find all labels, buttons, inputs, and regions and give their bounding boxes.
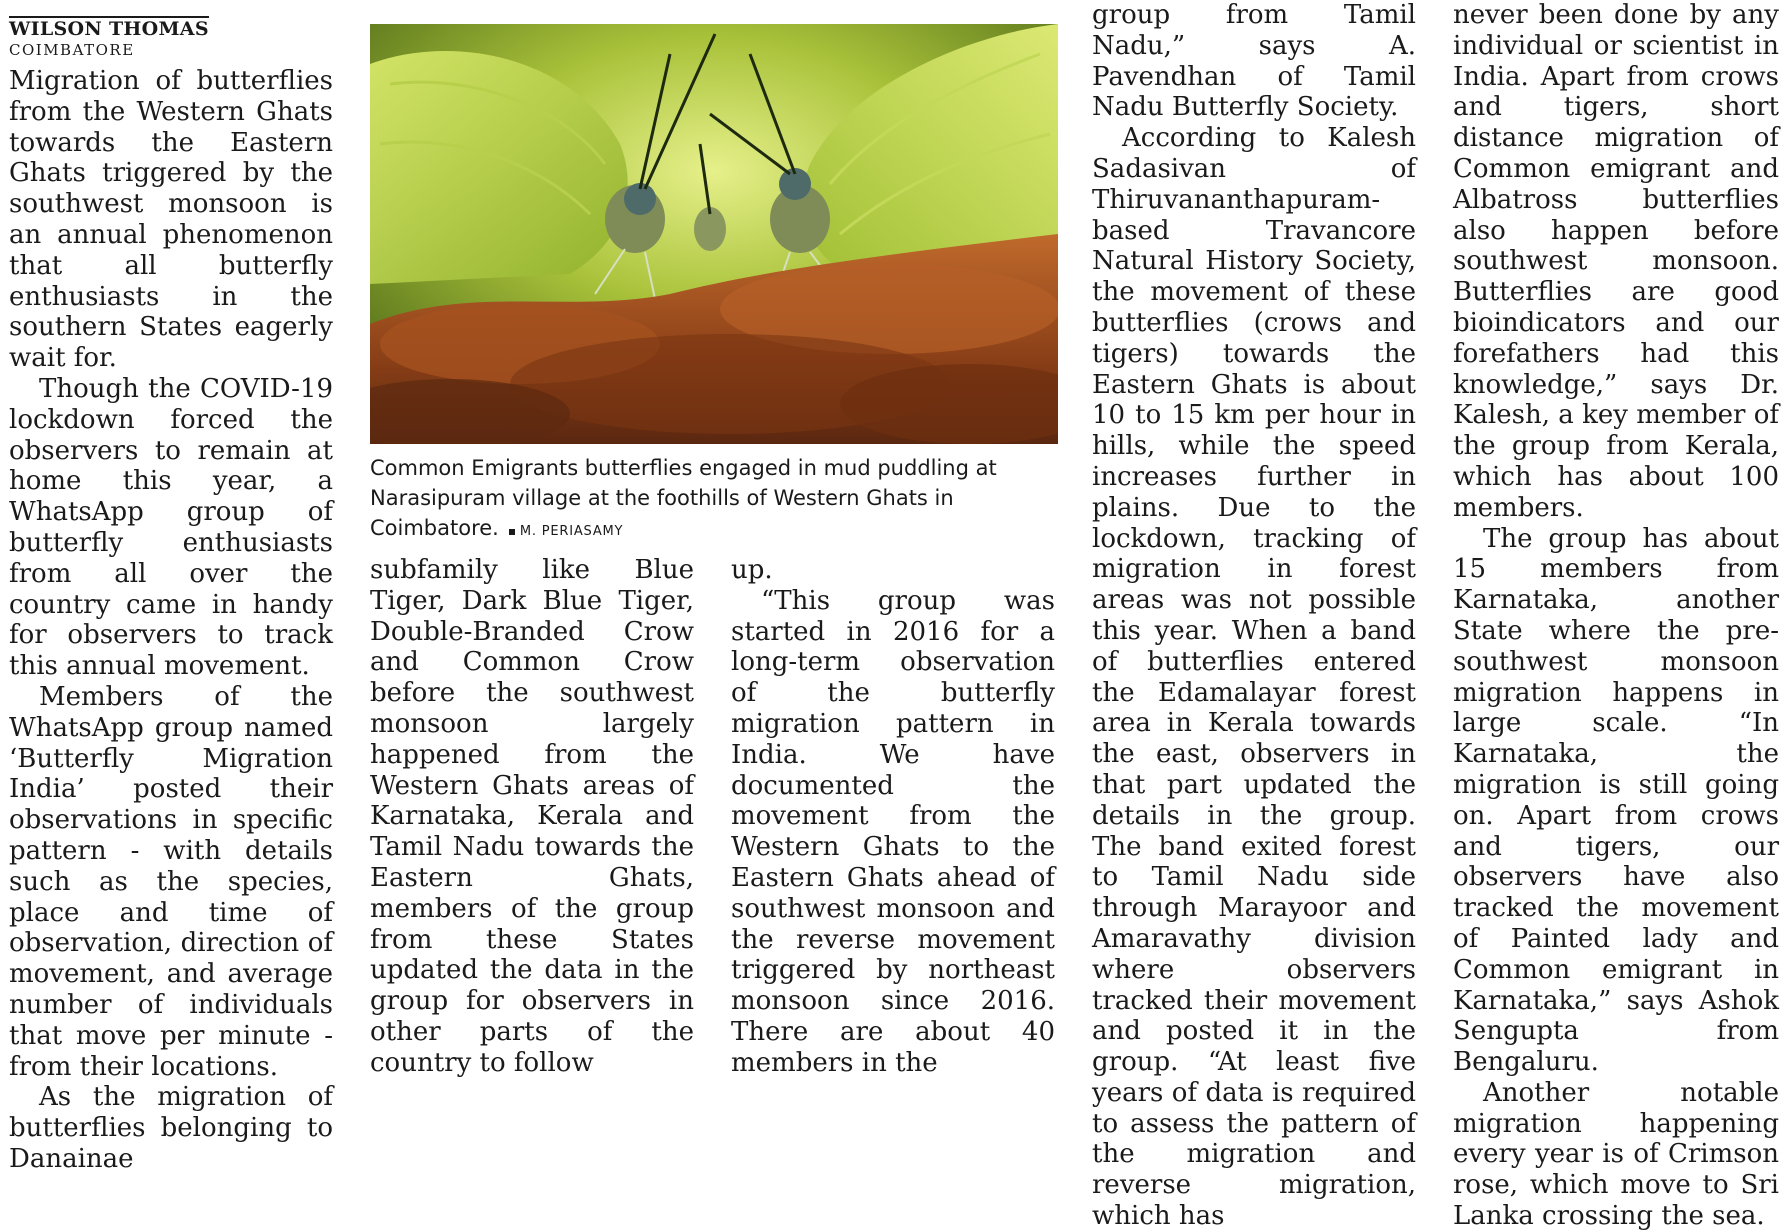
article-column-3 xyxy=(731,555,1055,1079)
paragraph: Migration of butterflies from the Western Ghats towards the Eastern Ghats triggered by the southwest monsoon is an annual phenomenon that all butterfly enthusiasts in the southern States eagerly wait for. xyxy=(9,66,333,374)
paragraph: The group has about 15 members from Karnataka, another State where the pre-southwest monsoon migration happens in large scale. “In Karnataka, the migration is still going on. Apart from crows and tigers, our observers have also tracked the movement of Painted lady and Common emigrant in Karnataka,” says Ashok Sengupta from Bengaluru. xyxy=(1453,523,1779,1078)
paragraph: Another notable migration happening every year is of Crimson rose, which move to Sri Lanka crossing the sea. xyxy=(1453,1077,1779,1232)
article-column-2 xyxy=(370,555,694,1079)
paragraph: Members of the WhatsApp group named ‘Butterfly Migration India’ posted their observations in specific pattern - with details such as the species, place and time of observation, direction of movement, and average number of individuals that move per minute - from their locations. xyxy=(9,681,333,1082)
paragraph: Though the COVID-19 lockdown forced the observers to remain at home this year, a WhatsApp group of butterfly enthusiasts from all over the country came in handy for observers to track this annual movement. xyxy=(9,373,333,682)
article-column-1 xyxy=(9,0,333,1175)
article-column-5 xyxy=(1453,0,1779,1232)
paragraph: As the migration of butterflies belonging to Danainae xyxy=(9,1082,333,1174)
paragraph: According to Kalesh Sadasivan of Thiruvananthapuram-based Travancore Natural History Society, the movement of these butterflies (crows and tigers) towards the Eastern Ghats is about 10 to 15 km per hour in hills, while the speed increases further in plains. Due to the lockdown, tracking of migration in forest areas was not possible this year. When a band of butterflies entered the Edamalayar forest area in Kerala towards the east, observers in that part updated the details in the group. The band exited forest to Tamil Nadu side through Marayoor and Amaravathy division where observers tracked their movement and posted it in the group. “At least five years of data is required to assess the pattern of the migration and reverse migration, which has xyxy=(1092,123,1416,1232)
article-column-4 xyxy=(1092,0,1416,1232)
paragraph: never been done by any individual or scientist in India. Apart from crows and tigers, short distance migration of Common emigrant and Albatross butterflies also happen before southwest monsoon. Butterflies are good bioindicators and our forefathers had this knowledge,” says Dr. Kalesh, a key member of the group from Kerala, which has about 100 members. xyxy=(1453,0,1779,523)
paragraph: up. xyxy=(731,555,773,585)
caption-text: Common Emigrants butterflies engaged in mud puddling at Narasipuram village at the foothills of Western Ghats in Coimbatore. xyxy=(370,456,997,540)
paragraph: “This group was started in 2016 for a long-term observation of the butterfly migration pattern in India. We have documented the movement from the Western Ghats to the Eastern Ghats ahead of southwest monsoon and the reverse movement triggered by northeast monsoon since 2016. There are about 40 members in the xyxy=(731,585,1055,1078)
paragraph: subfamily like Blue Tiger, Dark Blue Tiger, Double-Branded Crow and Common Crow before the southwest monsoon largely happened from the Western Ghats areas of Karnataka, Kerala and Tamil Nadu towards the Eastern Ghats, members of the group from these States updated the data in the group for observers in other parts of the country to follow xyxy=(370,555,694,1078)
byline-author: WILSON THOMAS xyxy=(9,18,209,40)
byline-dateline: COIMBATORE xyxy=(9,41,135,59)
photo-caption xyxy=(370,453,1058,547)
photo-credit: M. PERIASAMY xyxy=(509,524,623,539)
paragraph: group from Tamil Nadu,” says A. Pavendhan of Tamil Nadu Butterfly Society. xyxy=(1092,0,1416,123)
butterfly-photo xyxy=(370,24,1058,444)
